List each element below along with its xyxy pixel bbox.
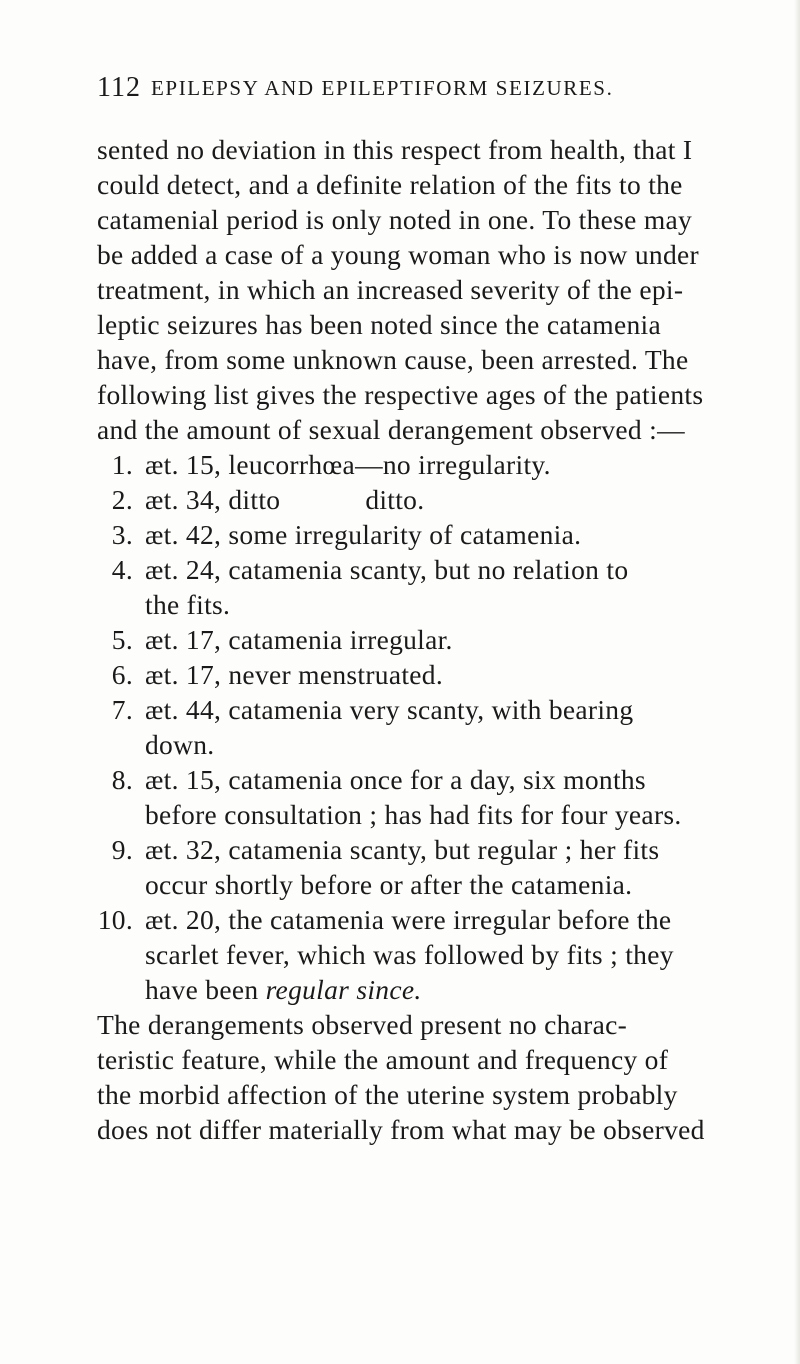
ditto-mark: ditto. [365,484,425,515]
text-line: catamenial period is only noted in one. To these may [97,204,693,235]
case-text: æt. 44, catamenia very scanty, with bearing [145,694,634,725]
text-line: treatment, in which an increased severity of the epi- [97,274,684,305]
case-item [97,657,777,692]
case-item [97,832,777,902]
case-item [97,622,777,657]
case-text: æt. 17, never menstruated. [145,659,443,690]
case-text: æt. 34, ditto [145,484,281,515]
page-number: 112 [97,72,141,103]
page-header [97,72,737,112]
case-number: 4. [111,554,133,585]
text-line: be added a case of a young woman who is now under [97,239,699,270]
case-number: 8. [111,764,133,795]
case-number: 5. [111,624,133,655]
case-text: æt. 42, some irregularity of catamenia. [145,519,582,550]
case-item [97,762,777,832]
case-text-continued: have been [145,974,266,1005]
case-number: 2. [111,484,133,515]
text-line: teristic feature, while the amount and frequency of [97,1044,669,1075]
case-item [97,692,777,762]
case-text: æt. 32, catamenia scanty, but regular ; her fits [145,834,660,865]
case-item [97,552,777,622]
running-head: EPILEPSY AND EPILEPTIFORM SEIZURES. [151,76,614,100]
intro-paragraph [97,132,777,447]
page-edge-shadow [794,0,800,1364]
case-item [97,482,777,517]
text-line: the morbid affection of the uterine system probably [97,1079,678,1110]
text-line: have, from some unknown cause, been arrested. The [97,344,689,375]
case-number: 3. [111,519,133,550]
text-line: does not differ materially from what may be observed [97,1114,705,1145]
case-text-continued: occur shortly before or after the catamenia. [145,869,633,900]
case-text: æt. 15, leucorrhœa—no irregularity. [145,449,551,480]
text-line: and the amount of sexual derangement observed :— [97,414,685,445]
case-text: æt. 17, catamenia irregular. [145,624,453,655]
case-item [97,517,777,552]
body-text [97,132,777,1147]
case-number: 1. [111,449,133,480]
text-line: leptic seizures has been noted since the catamenia [97,309,661,340]
case-list [97,447,777,1007]
case-text: æt. 20, the catamenia were irregular before the [145,904,672,935]
case-number: 9. [111,834,133,865]
case-text: æt. 24, catamenia scanty, but no relation to [145,554,629,585]
closing-paragraph [97,1007,777,1147]
case-text-continued: the fits. [145,589,231,620]
case-text-continued: down. [145,729,215,760]
text-line: could detect, and a definite relation of the fits to the [97,169,683,200]
text-line: following list gives the respective ages of the patients [97,379,704,410]
case-number: 10. [97,904,133,935]
text-line: sented no deviation in this respect from health, that I [97,134,693,165]
text-line: The derangements observed present no charac- [97,1009,628,1040]
case-text-continued: scarlet fever, which was followed by fits ; they [145,939,674,970]
case-text: æt. 15, catamenia once for a day, six months [145,764,646,795]
italic-phrase: regular since. [265,974,422,1005]
case-number: 7. [111,694,133,725]
case-number: 6. [111,659,133,690]
case-item [97,902,777,1007]
case-item [97,447,777,482]
case-text-continued: before consultation ; has had fits for four years. [145,799,682,830]
